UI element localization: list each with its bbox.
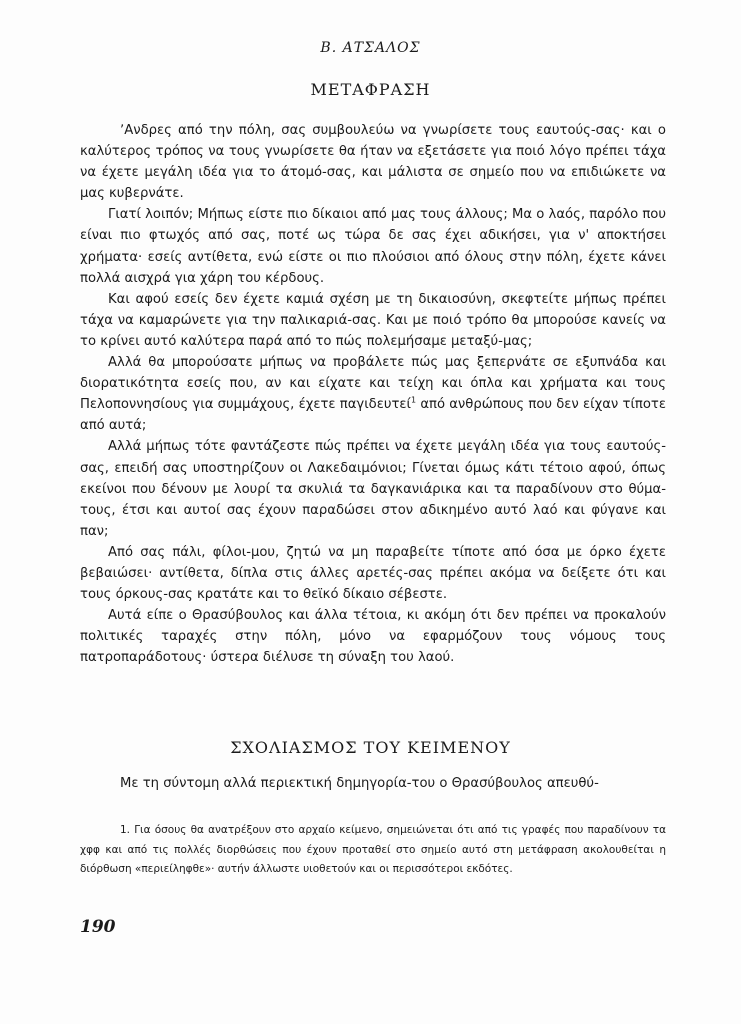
running-head: Β. ΑΤΣΑΛΟΣ [320,40,421,56]
commentary-title: ΣΧΟΛΙΑΣΜΟΣ ΤΟΥ ΚΕΙΜΕΝΟΥ [230,738,511,757]
translation-text [80,120,666,668]
page-number: 190 [80,917,116,937]
commentary-text [80,773,666,794]
paragraph-text-continued: από ανθρώπους που δεν είχαν τίποτε από αυτά; [80,397,666,434]
translation-paragraph: Και αφού εσείς δεν έχετε καμιά σχέση με τη δικαιοσύνη, σκεφτείτε μήπως πρέπει τάχα να καμαρώνετε για την παλικαριά-σας. Και με ποιό τρόπο θα μπορούσε κανείς να το κρίνει αυτό καλύτερα παρά από το πώς πολεμήσαμε μεταξύ-μας; [80,291,666,349]
translation-paragraph: Από σας πάλι, φίλοι-μου, ζητώ να μη παραβείτε τίποτε από όσα με όρκο έχετε βεβαιώσει· αντίθετα, δίπλα στις άλλες αρετές-σας πρέπει ακόμα να δείξετε ότι και τους όρκους-σας κρατάτε και το θεϊκό δίκαιο σέβεστε. [80,544,666,603]
translation-title: ΜΕΤΑΦΡΑΣΗ [310,80,431,99]
translation-paragraph: Γιατί λοιπόν; Μήπως είστε πιο δίκαιοι από μας τους άλλους; Μα ο λαός, παρόλο που είναι πιο φτωχός από σας, ποτέ ως τώρα δε σας έχει αδικήσει, για ν' αποκτήσει χρήματα· εσείς αντίθετα, ενώ είστε οι πιο πλούσιοι από όλους στην πόλη, έχετε κάνει πολλά αισχρά για χάρη του κέρδους. [80,207,666,286]
footnote-reference: 1 [411,395,417,405]
translation-paragraph: Αλλά μήπως τότε φαντάζεστε πώς πρέπει να έχετε μεγάλη ιδέα για τους εαυτούς-σας, επειδή σας υποστηρίζουν οι Λακεδαιμόνιοι; Γίνεται όμως κάτι τέτοιο αφού, όπως εκείνοι που δένουν με λουρί τα σκυλιά τα δαγκανιάρικα και τα παραδίνουν στο θύμα-τους, έτσι και αυτοί σας έχουν παραδώσει στον αδικημένο αυτό λαό και φύγανε και παν; [80,439,666,539]
translation-paragraph: Αυτά είπε ο Θρασύβουλος και άλλα τέτοια, κι ακόμη ότι δεν πρέπει να προκαλούν πολιτικές ταραχές στην πόλη, μόνο να εφαρμόζουν τους νόμους τους πατροπαράδοτους· ύστερα διέλυσε τη σύναξη του λαού. [80,608,666,666]
paragraph-text: Αλλά θα μπορούσατε μήπως να προβάλετε πώς μας ξεπερνάτε σε εξυπνάδα και διορατικότητα εσείς που, αν και είχατε και τείχη και όπλα και χρήματα και τους Πελοποννησίους για συμμάχους, έχετε παγιδευτεί [80,355,666,413]
translation-paragraph: ʼΑνδρες από την πόλη, σας συμβουλεύω να γνωρίσετε τους εαυτούς-σας· και ο καλύτερος τρόπος να τους γνωρίσετε θα ήταν να εξετάσετε για ποιό λόγο πρέπει τάχα να έχετε μεγάλη ιδέα για το άτομό-σας, και μάλιστα σε σημείο που να επιδιώκετε να μας κυβερνάτε. [80,123,666,202]
commentary-paragraph: Με τη σύντομη αλλά περιεκτική δημηγορία-του ο Θρασύβουλος απευθύ- [120,776,599,791]
footnotes [80,821,666,880]
footnote: 1. Για όσους θα ανατρέξουν στο αρχαίο κείμενο, σημειώνεται ότι από τις γραφές που παραδίνουν τα χφφ και από τις πολλές διορθώσεις που έχουν προταθεί στο σημείο αυτό στη μετάφραση ακολουθείται η διόρθωση «περιείληφθε»· αυτήν άλλωστε υιοθετούν και οι περισσότεροι εκδότες. [80,824,666,875]
translation-paragraph [80,352,666,436]
